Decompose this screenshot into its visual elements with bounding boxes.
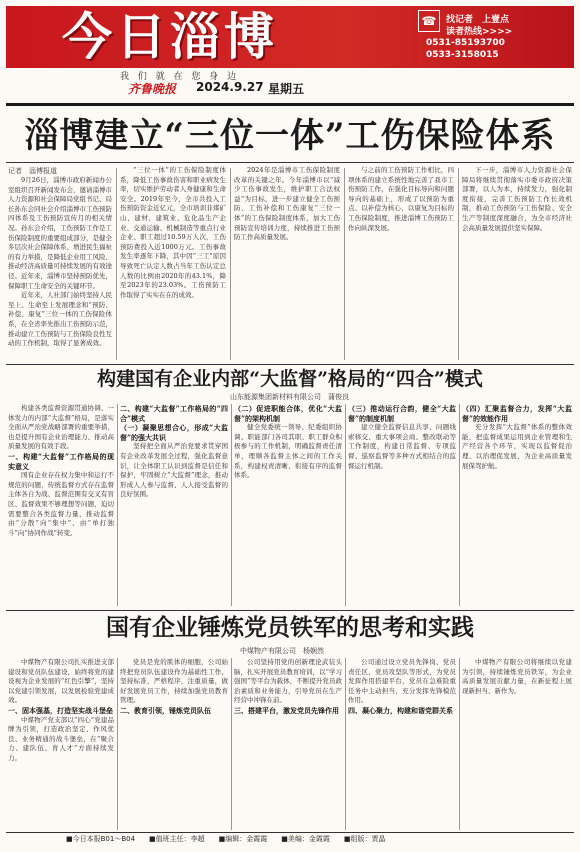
article3-paragraph: 公司通过设立党员先锋岗、党员责任区、党员攻坚队等形式，为党员发挥作用搭建平台，党员在急难险重任务中主动担当，充分发挥先锋模范作用。 bbox=[348, 658, 456, 705]
page-footer bbox=[6, 834, 574, 846]
article3-headline: 国有企业锤炼党员铁军的思考和实践 bbox=[106, 614, 474, 641]
issue-date: 2024.9.27 bbox=[196, 80, 264, 94]
column-divider bbox=[458, 168, 459, 360]
article1-paragraph: 近年来，人社部门始终坚持人民至上、生命至上发展理念和“预防、补偿、康复”三位一体的工伤保险体系，在全省率先推出工伤预防示范，推动建立工伤预防与工伤保险良性互动的工作机制，取得了显著成效。 bbox=[8, 291, 112, 348]
article2-column-5 bbox=[462, 404, 572, 606]
article2-subheading: 二、构建“大监督”工作格局的“四合”模式 bbox=[120, 404, 228, 423]
article3-paragraph: 公司坚持用党的创新理论武装头脑，扎实开展党员教育培训，以“学习强国”等平台为载体，不断提升党员政治素质和业务能力，引导党员在生产经营中冲锋在前。 bbox=[234, 658, 342, 705]
article2-subheading: （一）凝聚思想合心，形成“大监督”的强大共识 bbox=[120, 423, 228, 442]
hotline-sub: 读者热线>>>> bbox=[446, 27, 513, 37]
article1-column-2 bbox=[120, 166, 226, 360]
hotline-numbers bbox=[426, 37, 505, 61]
article2-paragraph: 健全党委统一领导、纪委组织协调、职能部门各司其职、职工群众积极参与的工作机制，明确监督责任清单，理顺各监督主体之间的工作关系，构建权责清晰、衔接有序的监督体系。 bbox=[234, 423, 342, 480]
article1-column-1 bbox=[8, 176, 112, 360]
article2-paragraph: 建立健全监督信息共享、问题线索移交、重大事项会商、整改联动等工作制度，构建日常监督、专项监督、巡察监督等多种方式相结合的监督运行机制。 bbox=[348, 423, 456, 470]
column-divider bbox=[117, 404, 118, 606]
footer-rule bbox=[6, 832, 574, 833]
column-divider bbox=[344, 168, 345, 360]
masthead-rule bbox=[6, 103, 574, 106]
article3-column-4 bbox=[348, 658, 456, 830]
footer-layout: ■组版：贾晶 bbox=[343, 835, 386, 843]
article2-byline: 山东能源集团新材料有限公司 蒲俊良 bbox=[230, 393, 349, 401]
article2-paragraph: 坚持把全面从严治党要求贯穿国有企业改革发展全过程，强化监督意识，让全体职工认识到监督是信任和保护，牢固树立“大监督”理念，推动形成人人参与监督、人人接受监督的良好氛围。 bbox=[120, 442, 228, 499]
article3-paragraph: 中煤物产党支部以“四心”党建品牌为引领，打造政治坚定、作风优良、业务精通的战斗堡垒，在“聚合力、建队伍、育人才”方面持续发力。 bbox=[8, 715, 114, 762]
article3-rule-top bbox=[6, 610, 574, 611]
article1-paragraph: 与之前的工伤预防工作相比，四项体系的建立系统性地完善了我市工伤预防工作，在强化目标导向和问题导向的基础上，形成了以预防为重点、以补偿为核心、以康复为目标的工伤保险制度，推进淄博工伤预防工作向纵深发展。 bbox=[348, 166, 454, 232]
article1-headline: 淄博建立“三位一体”工伤保险体系 bbox=[24, 116, 556, 156]
article2-subheading: （三）推动运行合韵，健全“大监督”的制度机制 bbox=[348, 404, 456, 423]
column-divider bbox=[116, 168, 117, 360]
article3-paragraph: 党员是党的肌体的细胞，公司始终把党员队伍建设作为基础性工作，坚持标准，严格程序，注重质量，做好发展党员工作，持续加强党员教育管理。 bbox=[120, 658, 228, 705]
article2-paragraph: 构建各类监督资源贯通协调、一体发力的内部“大监督”格局，是落实全面从严治党战略部署的重要举措，也是提升国有企业治理能力、推动高质量发展的有效手段。 bbox=[8, 404, 114, 451]
phone-icon: ☎ bbox=[418, 10, 440, 32]
article1-paragraph: 9月26日，淄博市政府新闻办公室组织召开新闻发布会，邀请淄博市人力资源和社会保障局党组书记、局长孙东会同社会介绍淄博市工伤预防四体系及工伤预防宣传月的相关情况。孙东会介绍，工伤预防工作是工伤保险制度的重要组成部分，是健全多层次社会保障体系、增进民生福祉的有力举措，是降低企业用工风险、推动经济高质量可持续发展的有效途径。近年来，淄博市坚持预防优先，保障职工生命安全的关键环节。 bbox=[8, 176, 112, 290]
article1-byline: 记者 淄博报道 bbox=[8, 167, 57, 175]
article1-column-4 bbox=[348, 166, 454, 360]
article1-column-3 bbox=[234, 166, 340, 360]
footer-pages: ■今日本报B01～B04 bbox=[66, 835, 136, 843]
column-divider bbox=[117, 658, 118, 830]
phone-number-2: 0533-3158015 bbox=[426, 50, 499, 60]
column-divider bbox=[230, 168, 231, 360]
article1-paragraph: 2024年是淄博市工伤保险制度改革的关键之年。今年淄博市以“减少工伤事故发生，维护职工合法权益”为目标，进一步建立健全工伤预防、工伤补偿和工伤康复“三位一体”的工伤保险制度体系，加大工伤预防宣传培训力度，持续推进工伤预防工作高质量发展。 bbox=[234, 166, 340, 242]
article3-byline: 中煤物产有限公司 杨娴然 bbox=[240, 647, 324, 655]
article3-column-2 bbox=[120, 658, 228, 830]
article2-column-2 bbox=[120, 404, 228, 606]
column-divider bbox=[231, 404, 232, 606]
article2-paragraph: 国有企业存在权力集中和运行不规范的问题，传统监督方式存在监督主体各自为战、监督范围有交叉有盲区、监督效果不够理想等问题，迫切需要整合各类监督力量，推动监督由“分散”向“集中”、由“单打独斗”向“协同作战”转变。 bbox=[8, 471, 114, 537]
phone-number-1: 0531-85193700 bbox=[426, 38, 505, 48]
column-divider bbox=[345, 658, 346, 830]
article1-column-5 bbox=[462, 166, 572, 360]
article1-rule bbox=[6, 162, 574, 163]
article3-column-5 bbox=[462, 658, 572, 830]
article2-subheading: （二）促进职能合体，优化“大监督”的架构机制 bbox=[234, 404, 342, 423]
article2-headline: 构建国有企业内部“大监督”格局的“四合”模式 bbox=[97, 368, 483, 390]
article2-subheading: （四）汇聚监督合力，发挥“大监督”的效能作用 bbox=[462, 404, 572, 423]
article3-column-1 bbox=[8, 658, 114, 830]
column-divider bbox=[345, 404, 346, 606]
hotline-label: 找记者 上壹点 bbox=[446, 15, 510, 25]
article2-rule-top bbox=[6, 364, 574, 365]
masthead bbox=[0, 0, 580, 112]
footer-duty-editor: ■值班主任：李超 bbox=[149, 835, 205, 843]
column-divider bbox=[231, 658, 232, 830]
article1-paragraph: “三位一体”的工伤保险制度体系，降低工伤事故伤害和职业病发生率，切实维护劳动者人身健康和生命安全。2019年至今，全市共投入工伤预防资金近亿元，全市培训非煤矿山、建材、建筑业、危化品生产企业、交通运输、机械制造等重点行业企业、职工超过10.59万人次，工伤预防费投入近1000万元。工伤事故发生率逐年下降，其中因“三工”原因导致死亡认定人数占当年工伤认定总人数的比例由2020年的43.1%，降至2023年的23.03%。工伤预防工作取得了实实在在的成效。 bbox=[120, 166, 226, 299]
article3-subheading: 二、教育引领，锤炼党员队伍 bbox=[120, 705, 211, 715]
article2-subheading: 一、构建“大监督”工作格局的现实意义 bbox=[8, 451, 114, 471]
article3-subheading: 三、搭建平台，激发党员先锋作用 bbox=[234, 705, 339, 715]
article1-paragraph: 下一步，淄博市人力资源社会保障局将继续贯彻落实市委市政府决策部署，以人为本，持续发力，强化制度衔接，完善工伤预防工作长效机制，推动工伤预防与工伤保险、安全生产等制度深度融合，为全市经济社会高质量发展提供坚实保障。 bbox=[462, 166, 572, 232]
hotline-box bbox=[418, 10, 566, 62]
article2-column-1 bbox=[8, 404, 114, 606]
footer-editor: ■编辑：金霞霞 bbox=[218, 835, 268, 843]
brand-logo: 齐鲁晚报 bbox=[128, 82, 177, 96]
column-divider bbox=[459, 658, 460, 830]
newspaper-title: 今日淄博 bbox=[62, 8, 278, 66]
article3-subheading: 一、固本强基，打造坚实战斗堡垒 bbox=[8, 705, 113, 715]
article2-paragraph: 充分发挥“大监督”体系的整体效能，把监督成果运用到企业管理和生产经营各个环节，实现以监督促治理、以治理促发展，为企业高质量发展保驾护航。 bbox=[462, 423, 572, 470]
article3-paragraph: 中煤物产有限公司扎实推进支部建设和党员队伍建设，始终将党的建设视为企业发展的“红色引擎”，坚持以党建引领发展，以发展检验党建成效。 bbox=[8, 658, 114, 705]
column-divider bbox=[459, 404, 460, 606]
article2-column-3 bbox=[234, 404, 342, 606]
article2-column-4 bbox=[348, 404, 456, 606]
footer-art-editor: ■美编：金霞霞 bbox=[281, 835, 330, 843]
masthead-slogan: 我 们 就 在 您 身 边 bbox=[120, 72, 240, 82]
article3-subheading: 四、凝心聚力，构建和谐党群关系 bbox=[348, 705, 453, 715]
article3-paragraph: 中煤物产有限公司将继续以党建为引领，持续锤炼党员铁军，为企业高质量发展贡献力量，在新征程上展现新担当、新作为。 bbox=[462, 658, 572, 695]
article3-column-3 bbox=[234, 658, 342, 830]
issue-weekday: 星期五 bbox=[268, 82, 305, 96]
